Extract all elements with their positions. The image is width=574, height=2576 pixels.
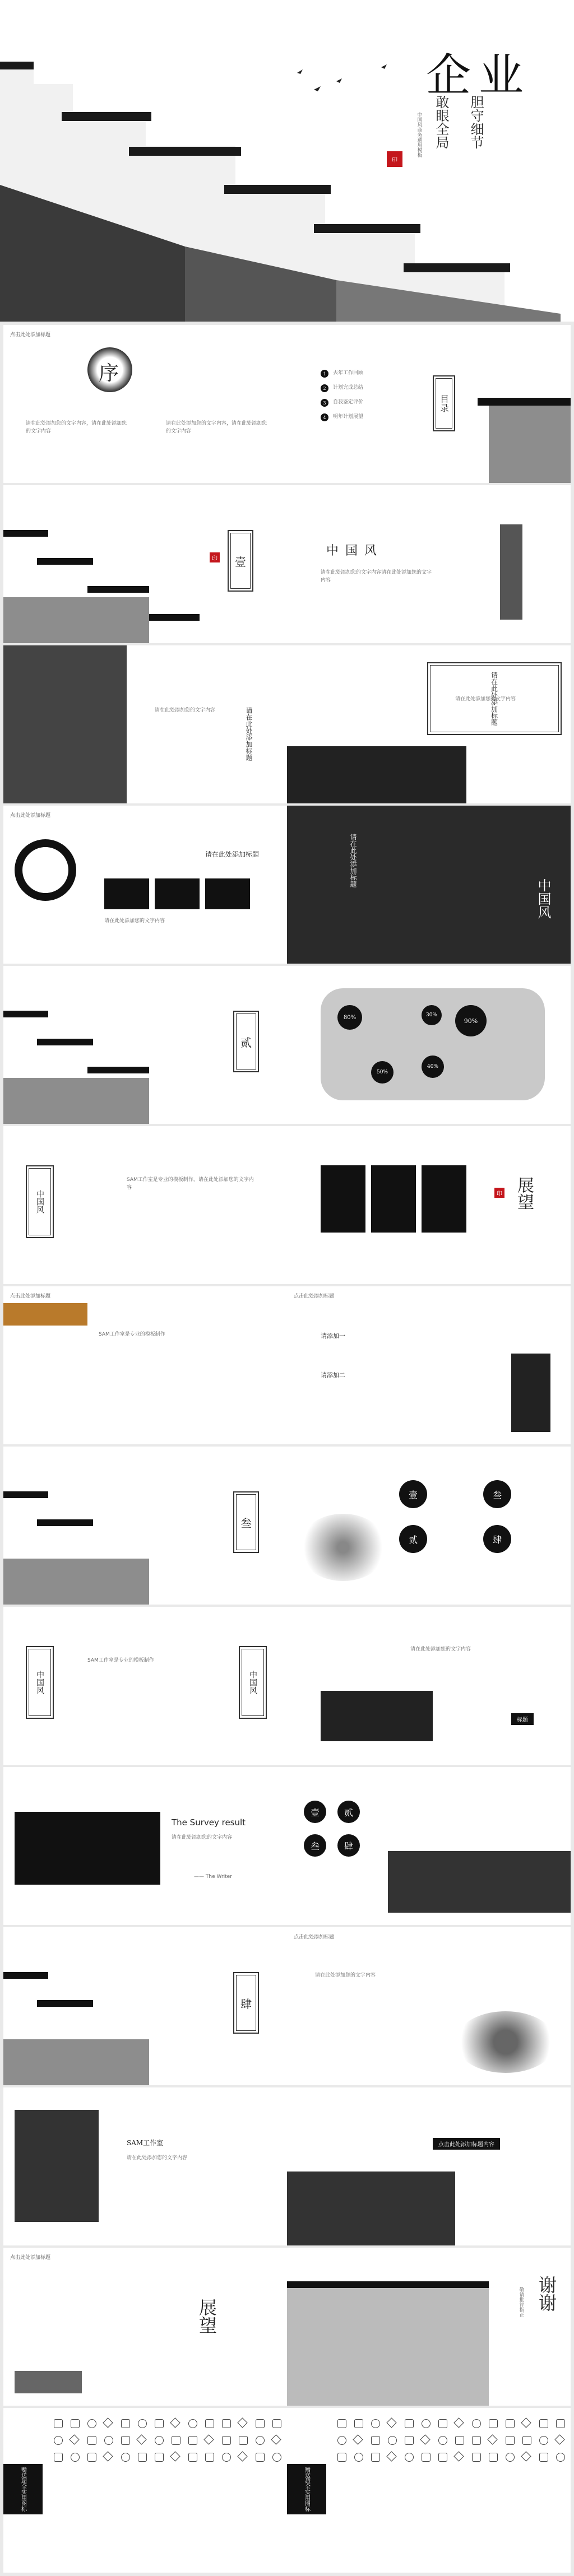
slide-photos: 展望 印 — [287, 1126, 571, 1284]
generic-icon — [438, 2436, 447, 2445]
generic-icon — [172, 2436, 180, 2445]
generic-icon — [54, 2436, 63, 2445]
generic-icon — [506, 2419, 515, 2428]
eave-roof — [478, 398, 571, 406]
menu-item[interactable]: 3 自我鉴定评价 — [321, 399, 363, 407]
generic-icon — [256, 2419, 265, 2428]
slide-menu — [287, 325, 571, 483]
generic-icon — [155, 2436, 164, 2445]
generic-icon — [554, 2434, 564, 2444]
generic-icon — [422, 2453, 430, 2462]
slide-four: 壹 贰 叁 肆 — [287, 1767, 571, 1925]
slide-china1: 中国风 请在此处添加您的文字内容请在此处添加您的文字内容 — [287, 485, 571, 643]
slide-palace: 点击此处添加标题 SAM工作室是专业的模板制作 — [3, 1286, 287, 1444]
generic-icon — [222, 2419, 231, 2428]
generic-icon — [121, 2419, 130, 2428]
china-title: 中国风 — [326, 544, 384, 558]
generic-icon — [138, 2419, 147, 2428]
cover-subtitle-a: 敢眼全局 — [433, 95, 449, 149]
generic-icon — [386, 2417, 396, 2428]
menu-item[interactable]: 1 去年工作回顾 — [321, 370, 363, 378]
generic-icon — [422, 2419, 430, 2428]
generic-icon — [205, 2453, 214, 2462]
icon-grid — [54, 2419, 285, 2465]
generic-icon — [121, 2453, 130, 2462]
slide-china2: 中国风 SAM工作室是专业的模板制作，请在此处添加您的文字内容 — [3, 1126, 287, 1284]
generic-icon — [54, 2453, 63, 2462]
menu-list — [321, 370, 363, 428]
slide-survey: The Survey result 请在此处添加您的文字内容 —— The Writer — [3, 1767, 287, 1925]
menu-item[interactable]: 2 计划完成总结 — [321, 384, 363, 392]
generic-icon — [237, 2451, 247, 2461]
slide-pagoda: 点击此处添加标题 请添加一 请添加二 — [287, 1286, 571, 1444]
slide-part3: 叁 — [3, 1447, 287, 1605]
generic-icon — [539, 2419, 548, 2428]
slide-sam: SAM工作室 请在此处添加您的文字内容 — [3, 2087, 287, 2245]
generic-icon — [386, 2451, 396, 2461]
generic-icon — [371, 2419, 380, 2428]
ink-ring — [15, 839, 76, 901]
preface-body-left: 请在此处添加您的文字内容，请在此处添加您的文字内容 — [26, 421, 127, 434]
generic-icon — [472, 2419, 481, 2428]
generic-icon — [506, 2436, 515, 2445]
slide-boat: 点击此处添加标题 展望 — [3, 2248, 287, 2406]
generic-icon — [271, 2434, 281, 2444]
part-char-frame: 壹 — [228, 530, 253, 592]
generic-icon — [155, 2419, 164, 2428]
generic-icon — [438, 2419, 447, 2428]
lantern-shape — [500, 524, 522, 620]
slide-icons1: 赠送超全实用图标 — [3, 2408, 287, 2573]
cover-slide — [0, 0, 574, 322]
slide-landscape: 点击此处添加标题 请在此处添加您的文字内容 — [287, 1927, 571, 2085]
generic-icon — [556, 2453, 565, 2462]
slide-vertical: 中国风 SAM工作室是专业的模板制作 中国风 — [3, 1607, 287, 1765]
cover-title: 企业 — [426, 49, 531, 101]
generic-icon — [539, 2436, 548, 2445]
generic-icon — [170, 2417, 180, 2428]
generic-icon — [188, 2453, 197, 2462]
generic-icon — [472, 2453, 481, 2462]
generic-icon — [521, 2451, 531, 2461]
generic-icon — [54, 2419, 63, 2428]
generic-icon — [87, 2453, 96, 2462]
generic-icon — [71, 2419, 80, 2428]
slide-ring: 点击此处添加标题 请在此处添加标题 请在此处添加您的文字内容 — [3, 806, 287, 964]
slide-part1 — [3, 485, 287, 643]
cover-tagline: 中国风商务通用模板 — [416, 112, 422, 157]
generic-icon — [87, 2436, 96, 2445]
generic-icon — [138, 2453, 147, 2462]
generic-icon — [104, 2436, 113, 2445]
generic-icon — [337, 2436, 346, 2445]
generic-icon — [71, 2453, 80, 2462]
generic-icon — [256, 2453, 265, 2462]
slide-map: 80% 30% 90% 50% 40% — [287, 966, 571, 1124]
slide-text1: 请在此处添加标题 请在此处添加您的文字内容 — [3, 645, 287, 803]
generic-icon — [487, 2434, 497, 2444]
generic-icon — [455, 2436, 464, 2445]
cover-seal: 印 — [387, 151, 402, 167]
generic-icon — [188, 2419, 197, 2428]
generic-icon — [222, 2436, 231, 2445]
generic-icon — [170, 2451, 180, 2461]
icon-grid — [337, 2419, 568, 2465]
generic-icon — [371, 2436, 380, 2445]
generic-icon — [472, 2436, 481, 2445]
preface-body-right: 请在此处添加您的文字内容，请在此处添加您的文字内容 — [166, 421, 267, 434]
slide-thanks: 谢谢 敬请批评指正 — [287, 2248, 571, 2406]
slide-icons2: 赠送超全实用图标 — [287, 2408, 571, 2573]
generic-icon — [420, 2434, 430, 2444]
generic-icon — [453, 2451, 464, 2461]
generic-icon — [556, 2419, 565, 2428]
slide-preface — [3, 325, 287, 483]
generic-icon — [272, 2453, 281, 2462]
generic-icon — [371, 2453, 380, 2462]
generic-icon — [489, 2419, 498, 2428]
generic-icon — [405, 2436, 414, 2445]
generic-icon — [354, 2419, 363, 2428]
generic-icon — [203, 2434, 214, 2444]
generic-icon — [337, 2419, 346, 2428]
generic-icon — [256, 2436, 265, 2445]
cover-subtitle-b: 胆守细节 — [468, 95, 484, 149]
generic-icon — [506, 2453, 515, 2462]
slide-header: 点击此处添加标题 — [10, 332, 51, 338]
menu-title-frame: 目录 — [433, 375, 455, 431]
generic-icon — [388, 2436, 397, 2445]
generic-icon — [438, 2453, 447, 2462]
generic-icon — [103, 2451, 113, 2461]
temple-shape — [321, 1691, 433, 1741]
wall-shape — [489, 406, 571, 483]
generic-icon — [405, 2453, 414, 2462]
generic-icon — [188, 2436, 197, 2445]
generic-icon — [405, 2419, 414, 2428]
pagoda-shape — [511, 1354, 550, 1432]
preface-char: 序 — [99, 362, 119, 385]
generic-icon — [103, 2417, 113, 2428]
generic-icon — [354, 2453, 363, 2462]
generic-icon — [237, 2417, 247, 2428]
generic-icon — [353, 2434, 363, 2444]
generic-icon — [121, 2436, 130, 2445]
generic-icon — [222, 2453, 231, 2462]
slide-crane: 请在此处添加标题 请在此处添加您的文字内容 — [287, 645, 571, 803]
slide-temple: 请在此处添加您的文字内容 标题 — [287, 1607, 571, 1765]
generic-icon — [521, 2417, 531, 2428]
generic-icon — [337, 2453, 346, 2462]
generic-icon — [453, 2417, 464, 2428]
menu-item[interactable]: 4 明年计划展望 — [321, 413, 363, 421]
generic-icon — [272, 2419, 281, 2428]
slide-street: 请在此处添加标题 中国风 — [287, 806, 571, 964]
slide-part4: 肆 — [3, 1927, 287, 2085]
seal: 印 — [210, 552, 220, 562]
generic-icon — [69, 2434, 79, 2444]
generic-icon — [87, 2419, 96, 2428]
slide-part2: 贰 — [3, 966, 287, 1124]
generic-icon — [136, 2434, 146, 2444]
generic-icon — [522, 2436, 531, 2445]
generic-icon — [239, 2436, 248, 2445]
generic-icon — [539, 2453, 548, 2462]
slide-eaves: 点击此处添加标题内容 — [287, 2087, 571, 2245]
generic-icon — [489, 2453, 498, 2462]
generic-icon — [205, 2419, 214, 2428]
generic-icon — [155, 2453, 164, 2462]
slide-ink: 壹 贰 叁 肆 — [287, 1447, 571, 1605]
